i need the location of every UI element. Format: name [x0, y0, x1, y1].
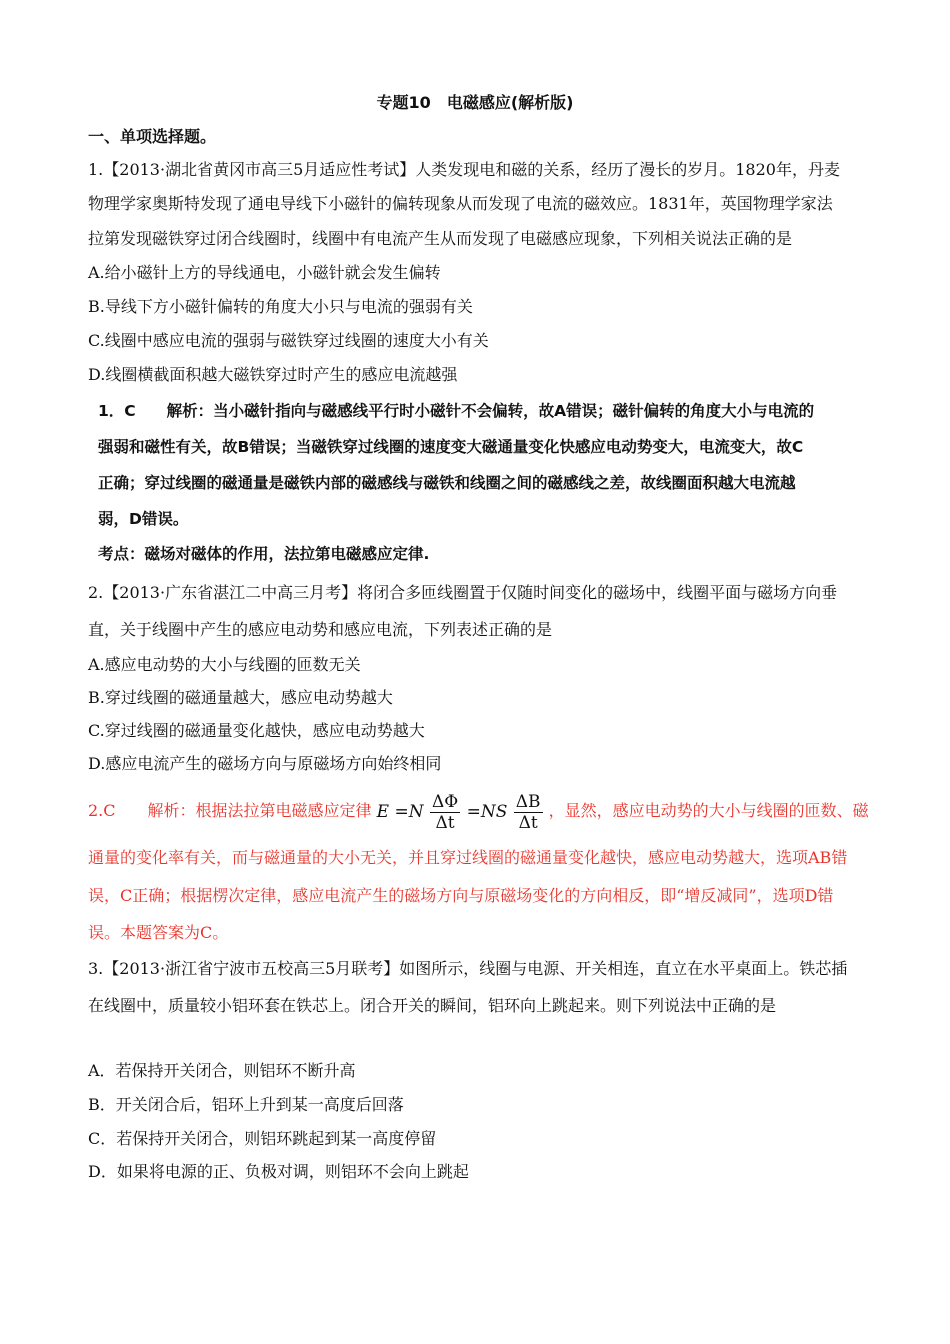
q2-answer-line3: 误，C正确；根据楞次定律，感应电流产生的磁场方向与原磁场变化的方向相反，即“增反减同”，选项D错 [88, 886, 834, 905]
q2-answer-line1 [88, 788, 869, 835]
q1-option-b: B.导线下方小磁针偏转的角度大小只与电流的强弱有关 [88, 297, 473, 316]
formula-e: E [376, 801, 390, 822]
section-heading: 一、单项选择题。 [88, 127, 217, 146]
q3-option-a: A．若保持开关闭合，则铝环不断升高 [88, 1061, 356, 1080]
q3-stem-line1: 3.【2013·浙江省宁波市五校高三5月联考】如图所示，线圈与电源、开关相连，直立在水平桌面上。铁芯插 [88, 959, 848, 978]
q2-option-d: D.感应电流产生的磁场方向与原磁场方向始终相同 [88, 754, 442, 773]
q2-answer-line4: 误。本题答案为C。 [88, 923, 229, 942]
q2-answer-line2: 通量的变化率有关，而与磁通量的大小无关，并且穿过线圈的磁通量变化越快，感应电动势越大，选项AB错 [88, 848, 848, 867]
formula-fraction-1 [430, 792, 460, 833]
formula-equals-1: = [394, 801, 409, 822]
q1-answer-line2: 强弱和磁性有关，故B错误；当磁铁穿过线圈的速度变大磁通量变化快感应电动势变大，电流变大，故C [98, 438, 804, 456]
q2-answer-suffix: ，显然，感应电动势的大小与线圈的匝数、磁 [548, 801, 869, 820]
q2-option-a: A.感应电动势的大小与线圈的匝数无关 [88, 655, 361, 674]
formula-equals-2: = [466, 801, 481, 822]
fraction-1-denominator: Δt [435, 812, 455, 833]
fraction-1-numerator: ΔΦ [431, 791, 459, 812]
formula-n: N [408, 801, 424, 822]
q1-stem-line3: 拉第发现磁铁穿过闭合线圈时，线圈中有电流产生从而发现了电磁感应现象，下列相关说法正确的是 [88, 229, 793, 248]
faraday-formula [377, 789, 544, 835]
q1-option-d: D.线圈横截面积越大磁铁穿过时产生的感应电流越强 [88, 365, 458, 384]
q2-stem-line1: 2.【2013·广东省湛江二中高三月考】将闭合多匝线圈置于仅随时间变化的磁场中，线圈平面与磁场方向垂 [88, 583, 838, 602]
q1-stem-line2: 物理学家奥斯特发现了通电导线下小磁针的偏转现象从而发现了电流的磁效应。1831年，英国物理学家法 [88, 194, 833, 213]
q3-option-b: B．开关闭合后，铝环上升到某一高度后回落 [88, 1095, 404, 1114]
q2-option-c: C.穿过线圈的磁通量变化越快，感应电动势越大 [88, 721, 425, 740]
fraction-2-numerator: ΔB [515, 791, 541, 812]
q3-option-c: C．若保持开关闭合，则铝环跳起到某一高度停留 [88, 1129, 437, 1148]
formula-ns: NS [480, 801, 508, 822]
q1-option-c: C.线圈中感应电流的强弱与磁铁穿过线圈的速度大小有关 [88, 331, 489, 350]
q1-answer-line4: 弱，D错误。 [98, 510, 189, 528]
q1-kaodian: 考点：磁场对磁体的作用，法拉第电磁感应定律. [98, 545, 430, 563]
q2-option-b: B.穿过线圈的磁通量越大，感应电动势越大 [88, 688, 393, 707]
q3-option-d: D．如果将电源的正、负极对调，则铝环不会向上跳起 [88, 1162, 469, 1181]
q1-answer-line3: 正确；穿过线圈的磁通量是磁铁内部的磁感线与磁铁和线圈之间的磁感线之差，故线圈面积越大电流越 [98, 474, 796, 492]
formula-fraction-2 [514, 792, 543, 833]
q3-stem-line2: 在线圈中，质量较小铝环套在铁芯上。闭合开关的瞬间，铝环向上跳起来。则下列说法中正确的是 [88, 996, 777, 1015]
q1-stem-line1: 1.【2013·湖北省黄冈市高三5月适应性考试】人类发现电和磁的关系，经历了漫长的岁月。1820年，丹麦 [88, 160, 840, 179]
q2-stem-line2: 直，关于线圈中产生的感应电动势和感应电流，下列表述正确的是 [88, 620, 553, 639]
q1-option-a: A.给小磁针上方的导线通电，小磁针就会发生偏转 [88, 263, 441, 282]
q1-answer-line1: 1．C 解析：当小磁针指向与磁感线平行时小磁针不会偏转，故A错误；磁针偏转的角度大小与电流的 [98, 402, 815, 420]
fraction-2-denominator: Δt [518, 812, 538, 833]
q2-answer-prefix: 2.C 解析：根据法拉第电磁感应定律 [88, 801, 372, 820]
document-title: 专题10 电磁感应(解析版) [376, 93, 574, 112]
